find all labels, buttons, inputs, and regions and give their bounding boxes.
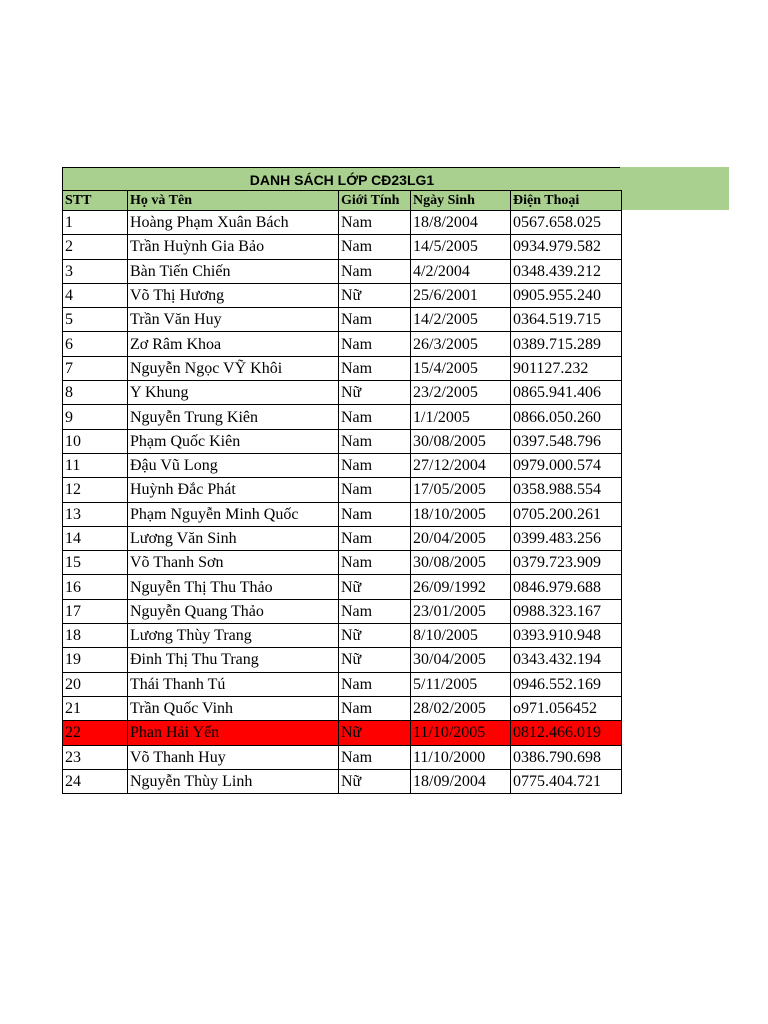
table-row [63, 745, 622, 769]
cell-phone: 0393.910.948 [511, 624, 622, 648]
cell-stt: 19 [63, 648, 128, 672]
table-row [63, 478, 622, 502]
cell-dob: 28/02/2005 [411, 696, 511, 720]
cell-phone: 0567.658.025 [511, 211, 622, 235]
cell-gender: Nam [339, 211, 411, 235]
cell-phone: 0379.723.909 [511, 551, 622, 575]
cell-stt: 24 [63, 769, 128, 793]
cell-stt: 18 [63, 624, 128, 648]
cell-gender: Nam [339, 429, 411, 453]
cell-stt: 20 [63, 672, 128, 696]
cell-phone: 0705.200.261 [511, 502, 622, 526]
cell-stt: 17 [63, 599, 128, 623]
table-row [63, 308, 622, 332]
table-row [63, 211, 622, 235]
cell-stt: 22 [63, 721, 128, 745]
header-gender: Giới Tính [339, 191, 411, 211]
cell-phone: 0775.404.721 [511, 769, 622, 793]
table-row [63, 624, 622, 648]
header-name: Họ và Tên [128, 191, 339, 211]
cell-name: Phạm Quốc Kiên [128, 429, 339, 453]
cell-stt: 6 [63, 332, 128, 356]
cell-name: Bàn Tiến Chiến [128, 259, 339, 283]
cell-dob: 23/2/2005 [411, 381, 511, 405]
cell-dob: 11/10/2000 [411, 745, 511, 769]
cell-name: Nguyễn Trung Kiên [128, 405, 339, 429]
cell-stt: 21 [63, 696, 128, 720]
cell-gender: Nam [339, 308, 411, 332]
cell-dob: 5/11/2005 [411, 672, 511, 696]
cell-phone: 901127.232 [511, 356, 622, 380]
page-title: DANH SÁCH LỚP CĐ23LG1 [249, 172, 435, 188]
cell-dob: 27/12/2004 [411, 453, 511, 477]
cell-phone: 0397.548.796 [511, 429, 622, 453]
cell-gender: Nam [339, 696, 411, 720]
cell-name: Phan Hải Yến [128, 721, 339, 745]
cell-gender: Nam [339, 745, 411, 769]
cell-dob: 8/10/2005 [411, 624, 511, 648]
header-stt: STT [63, 191, 128, 211]
cell-phone: 0812.466.019 [511, 721, 622, 745]
cell-gender: Nữ [339, 648, 411, 672]
cell-phone: 0399.483.256 [511, 526, 622, 550]
table-row [63, 502, 622, 526]
cell-dob: 15/4/2005 [411, 356, 511, 380]
cell-phone: 0386.790.698 [511, 745, 622, 769]
table-row [63, 672, 622, 696]
cell-gender: Nữ [339, 381, 411, 405]
cell-dob: 25/6/2001 [411, 283, 511, 307]
cell-name: Trần Huỳnh Gia Bảo [128, 235, 339, 259]
cell-gender: Nam [339, 551, 411, 575]
cell-gender: Nữ [339, 575, 411, 599]
cell-dob: 26/09/1992 [411, 575, 511, 599]
cell-dob: 30/08/2005 [411, 551, 511, 575]
cell-phone: 0988.323.167 [511, 599, 622, 623]
cell-name: Hoàng Phạm Xuân Bách [128, 211, 339, 235]
cell-stt: 23 [63, 745, 128, 769]
cell-gender: Nam [339, 526, 411, 550]
cell-name: Thái Thanh Tú [128, 672, 339, 696]
cell-phone: 0934.979.582 [511, 235, 622, 259]
cell-stt: 11 [63, 453, 128, 477]
cell-phone: 0358.988.554 [511, 478, 622, 502]
cell-gender: Nữ [339, 769, 411, 793]
table-row [63, 259, 622, 283]
cell-phone: 0979.000.574 [511, 453, 622, 477]
cell-phone: 0389.715.289 [511, 332, 622, 356]
table-row [63, 599, 622, 623]
cell-gender: Nam [339, 453, 411, 477]
cell-name: Nguyễn Thùy Linh [128, 769, 339, 793]
cell-name: Zơ Râm Khoa [128, 332, 339, 356]
table-row [63, 356, 622, 380]
table-row [63, 405, 622, 429]
header-row [63, 191, 622, 211]
cell-phone: o971.056452 [511, 696, 622, 720]
table-row [63, 381, 622, 405]
cell-phone: 0946.552.169 [511, 672, 622, 696]
cell-gender: Nam [339, 502, 411, 526]
table-row [63, 453, 622, 477]
table-row [63, 769, 622, 793]
cell-gender: Nam [339, 259, 411, 283]
table-row [63, 696, 622, 720]
cell-name: Võ Thanh Huy [128, 745, 339, 769]
cell-stt: 8 [63, 381, 128, 405]
cell-stt: 13 [63, 502, 128, 526]
class-list-sheet [62, 167, 622, 794]
cell-name: Trần Văn Huy [128, 308, 339, 332]
cell-dob: 20/04/2005 [411, 526, 511, 550]
cell-phone: 0348.439.212 [511, 259, 622, 283]
cell-phone: 0364.519.715 [511, 308, 622, 332]
cell-name: Nguyễn Thị Thu Thảo [128, 575, 339, 599]
table-row-highlighted [63, 721, 622, 745]
cell-gender: Nam [339, 332, 411, 356]
cell-dob: 18/10/2005 [411, 502, 511, 526]
table-row [63, 551, 622, 575]
cell-name: Đậu Vũ Long [128, 453, 339, 477]
cell-dob: 30/04/2005 [411, 648, 511, 672]
cell-name: Đinh Thị Thu Trang [128, 648, 339, 672]
cell-name: Huỳnh Đắc Phát [128, 478, 339, 502]
table-row [63, 575, 622, 599]
table-row [63, 283, 622, 307]
cell-stt: 10 [63, 429, 128, 453]
table-body [63, 211, 622, 794]
cell-stt: 9 [63, 405, 128, 429]
cell-dob: 11/10/2005 [411, 721, 511, 745]
cell-dob: 14/5/2005 [411, 235, 511, 259]
cell-name: Trần Quốc Vinh [128, 696, 339, 720]
cell-name: Võ Thanh Sơn [128, 551, 339, 575]
cell-dob: 18/8/2004 [411, 211, 511, 235]
cell-phone: 0905.955.240 [511, 283, 622, 307]
cell-dob: 4/2/2004 [411, 259, 511, 283]
cell-phone: 0846.979.688 [511, 575, 622, 599]
cell-name: Y Khung [128, 381, 339, 405]
cell-phone: 0343.432.194 [511, 648, 622, 672]
cell-stt: 15 [63, 551, 128, 575]
cell-name: Lương Văn Sinh [128, 526, 339, 550]
student-table [62, 190, 622, 794]
cell-dob: 18/09/2004 [411, 769, 511, 793]
cell-stt: 4 [63, 283, 128, 307]
table-row [63, 235, 622, 259]
title-row [62, 167, 620, 190]
cell-dob: 1/1/2005 [411, 405, 511, 429]
header-dob: Ngày Sinh [411, 191, 511, 211]
cell-dob: 17/05/2005 [411, 478, 511, 502]
cell-dob: 23/01/2005 [411, 599, 511, 623]
cell-phone: 0866.050.260 [511, 405, 622, 429]
table-row [63, 648, 622, 672]
cell-gender: Nam [339, 235, 411, 259]
cell-phone: 0865.941.406 [511, 381, 622, 405]
cell-stt: 5 [63, 308, 128, 332]
cell-gender: Nam [339, 478, 411, 502]
cell-name: Nguyễn Ngọc VỸ Khôi [128, 356, 339, 380]
table-row [63, 429, 622, 453]
cell-name: Võ Thị Hương [128, 283, 339, 307]
cell-stt: 2 [63, 235, 128, 259]
cell-stt: 3 [63, 259, 128, 283]
cell-gender: Nam [339, 356, 411, 380]
cell-name: Phạm Nguyễn Minh Quốc [128, 502, 339, 526]
cell-dob: 26/3/2005 [411, 332, 511, 356]
cell-gender: Nữ [339, 721, 411, 745]
cell-stt: 7 [63, 356, 128, 380]
cell-gender: Nữ [339, 283, 411, 307]
cell-dob: 14/2/2005 [411, 308, 511, 332]
table-row [63, 332, 622, 356]
cell-gender: Nữ [339, 624, 411, 648]
cell-stt: 14 [63, 526, 128, 550]
cell-name: Nguyễn Quang Thảo [128, 599, 339, 623]
cell-name: Lương Thùy Trang [128, 624, 339, 648]
table-row [63, 526, 622, 550]
cell-stt: 12 [63, 478, 128, 502]
cell-gender: Nam [339, 672, 411, 696]
cell-stt: 1 [63, 211, 128, 235]
cell-stt: 16 [63, 575, 128, 599]
cell-gender: Nam [339, 405, 411, 429]
cell-gender: Nam [339, 599, 411, 623]
cell-dob: 30/08/2005 [411, 429, 511, 453]
header-phone: Điện Thoại [511, 191, 622, 211]
